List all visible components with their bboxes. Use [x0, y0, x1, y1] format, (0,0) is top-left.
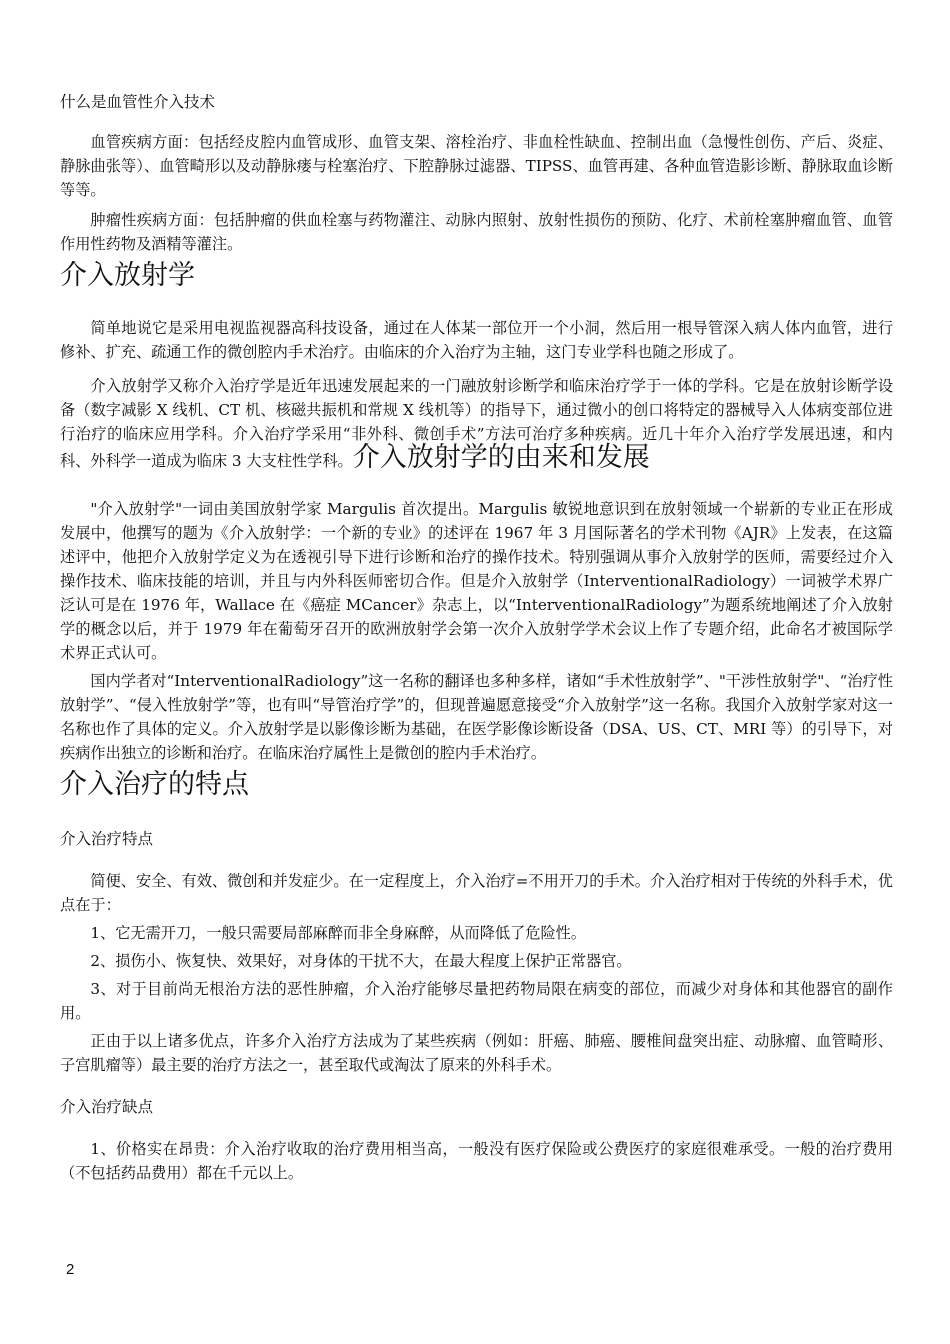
heading-origin-and-development: 介入放射学的由来和发展: [352, 442, 650, 473]
page-number: 2: [66, 1261, 75, 1278]
section-heading-vascular-intervention: 什么是血管性介入技术: [60, 93, 216, 111]
list-item-advantage-1: 1、它无需开刀，一般只需要局部麻醉而非全身麻醉，从而降低了危险性。: [90, 924, 587, 942]
paragraph-tumor-disease: 肿瘤性疾病方面：包括肿瘤的供血栓塞与药物灌注、动脉内照射、放射性损伤的预防、化疗、术前栓塞肿瘤血管、血管作用性药物及酒精等灌注。: [60, 211, 893, 253]
paragraph-simple-definition: 简单地说它是采用电视监视器高科技设备，通过在人体某一部位开一个小洞，然后用一根导管深入病人体内血管，进行修补、扩充、疏通工作的微创腔内手术治疗。由临床的介入治疗为主轴，这门专业学科也随之形成了。: [60, 319, 893, 361]
paragraph-discipline-text: 介入放射学又称介入治疗学是近年迅速发展起来的一门融放射诊断学和临床治疗学于一体的学科。它是在放射诊断学设备（数字减影 X 线机、CT 机、核磁共振机和常规 X 线机等）的指导下，通过微小的创口将特定的器械导入人体病变部位进行治疗的临床应用学科。介入治疗学采用“非外科、微创手术”方法可治疗多种疾病。近几十年介入治疗学发展迅速，和内科、外科学一道成为临床 3 大支柱性学科。: [60, 377, 893, 470]
list-item-advantage-2: 2、损伤小、恢复快、效果好，对身体的干扰不大，在最大程度上保护正常器官。: [90, 952, 632, 970]
subheading-treatment-disadvantages: 介入治疗缺点: [60, 1098, 154, 1116]
paragraph-advantages-summary: 正由于以上诸多优点，许多介入治疗方法成为了某些疾病（例如：肝癌、肺癌、腰椎间盘突出症、动脉瘤、血管畸形、子宫肌瘤等）最主要的治疗方法之一，甚至取代或淘汰了原来的外科手术。: [60, 1032, 893, 1074]
paragraph-domestic-naming: 国内学者对“InterventionalRadiology”这一名称的翻译也多种多样，诸如“手术性放射学”、"干涉性放射学"、“治疗性放射学”、“侵入性放射学”等，也有叫“导管治疗学”的，但现普遍愿意接受“介入放射学”这一名称。我国介入放射学家对这一名称也作了具体的定义。介入放射学是以影像诊断为基础，在医学影像诊断设备（DSA、US、CT、MRI 等）的引导下，对疾病作出独立的诊断和治疗。在临床治疗属性上是微创的腔内手术治疗。: [60, 672, 893, 762]
list-item-disadvantage-1: 1、价格实在昂贵：介入治疗收取的治疗费用相当高，一般没有医疗保险或公费医疗的家庭很难承受。一般的治疗费用（不包括药品费用）都在千元以上。: [60, 1140, 893, 1182]
heading-interventional-radiology: 介入放射学: [60, 260, 195, 291]
heading-treatment-features: 介入治疗的特点: [60, 769, 249, 800]
list-item-advantage-3: 3、对于目前尚无根治方法的恶性肿瘤，介入治疗能够尽量把药物局限在病变的部位，而减少对身体和其他器官的副作用。: [60, 980, 893, 1022]
paragraph-vascular-disease: 血管疾病方面：包括经皮腔内血管成形、血管支架、溶栓治疗、非血栓性缺血、控制出血（急慢性创伤、产后、炎症、静脉曲张等）、血管畸形以及动静脉瘘与栓塞治疗、下腔静脉过滤器、TIPSS、血管再建、各种血管造影诊断、静脉取血诊断等等。: [60, 133, 893, 199]
paragraph-advantages-intro: 简便、安全、有效、微创和并发症少。在一定程度上，介入治疗=不用开刀的手术。介入治疗相对于传统的外科手术，优点在于：: [60, 872, 893, 914]
document-body: [60, 90, 893, 1185]
paragraph-margulis-history: "介入放射学"一词由美国放射学家 Margulis 首次提出。Margulis 敏锐地意识到在放射领域一个崭新的专业正在形成发展中，他撰写的题为《介入放射学：一个新的专业》的述评在 1967 年 3 月国际著名的学术刊物《AJR》上发表，在这篇述评中，他把介入放射学定义为在透视引导下进行诊断和治疗的操作技术。特别强调从事介入放射学的医师，需要经过介入操作技术、临床技能的培训，并且与内外科医师密切合作。但是介入放射学（InterventionalRadiology）一词被学术界广泛认可是在 1976 年，Wallace 在《癌症 MCancer》杂志上，以“InterventionalRadiology”为题系统地阐述了介入放射学的概念以后，并于 1979 年在葡萄牙召开的欧洲放射学会第一次介入放射学学术会议上作了专题介绍，此命名才被国际学术界正式认可。: [60, 500, 893, 662]
paragraph-discipline-definition: [60, 374, 893, 473]
subheading-treatment-advantages: 介入治疗特点: [60, 830, 154, 848]
